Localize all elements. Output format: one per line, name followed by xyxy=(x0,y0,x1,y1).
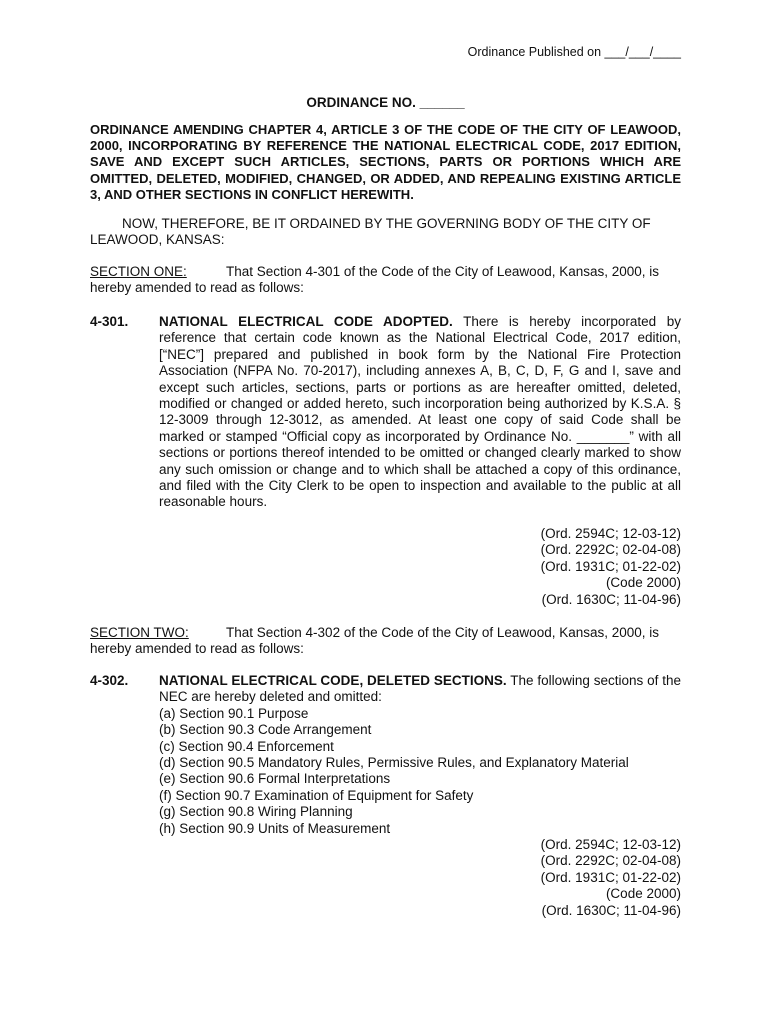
history-entry: (Ord. 2594C; 12-03-12) xyxy=(540,837,681,852)
section-two-history xyxy=(400,837,681,919)
history-entry: (Ord. 1630C; 11-04-96) xyxy=(541,591,681,607)
history-entry: (Ord. 2292C; 02-04-08) xyxy=(540,542,681,558)
history-entry: (Ord. 1931C; 01-22-02) xyxy=(540,558,681,574)
section-one-label: SECTION ONE: xyxy=(90,264,187,279)
history-entry: (Ord. 1931C; 01-22-02) xyxy=(540,869,681,885)
list-item: (a) Section 90.1 Purpose xyxy=(159,705,309,721)
list-item: (e) Section 90.6 Formal Interpretations xyxy=(159,771,391,787)
history-entry: (Ord. 1630C; 11-04-96) xyxy=(541,902,681,918)
history-entry: (Code 2000) xyxy=(605,575,681,591)
ordinance-title: ORDINANCE AMENDING CHAPTER 4, ARTICLE 3 OF THE CODE OF THE CITY OF LEAWOOD, 2000, INCORPORATING BY REFERENCE THE NATIONAL ELECTRICAL CODE, 2017 EDITION, SAVE AND EXCEPT SUCH ARTICLES, SECTIONS, PARTS OR PORTIONS WHICH ARE OMITTED, DELETED, MODIFIED, CHANGED, OR ADDED, AND REPEALING EXISTING ARTICLE 3, AND OTHER SECTIONS IN CONFLICT HEREWITH. xyxy=(90,122,681,202)
section-4-301-text xyxy=(159,314,681,511)
section-4-301-body: There is hereby incorporated by reference that certain code known as the National Electrical Code, 2017 edition, [“NEC”] prepared and published in book form by the National Fire Protection Association (NFPA No. 70-2017), including annexes A, B, C, D, F, G and I, save and except such articles, sections, parts or portions as are hereafter omitted, deleted, modified or changed or added hereto, such incorporation being authorized by K.S.A. § 12-3009 through 12-3012, as amended. At least one copy of said Code shall be marked or stamped “Official copy as incorporated by Ordinance No. _______” with all sections or portions thereof intended to be omitted or changed clearly marked to show any such omission or change and to which shall be attached a copy of this ordinance, and filed with the City Clerk to be open to inspection and available to the public at all reasonable hours. xyxy=(159,314,682,510)
list-item: (b) Section 90.3 Code Arrangement xyxy=(159,722,372,738)
section-4-301-number: 4-301. xyxy=(90,314,129,329)
list-item: (f) Section 90.7 Examination of Equipment for Safety xyxy=(159,787,474,803)
list-item: (c) Section 90.4 Enforcement xyxy=(159,738,334,754)
section-4-302-number: 4-302. xyxy=(90,673,129,688)
section-4-302-heading: NATIONAL ELECTRICAL CODE, DELETED SECTIONS. xyxy=(159,673,507,688)
section-two-label: SECTION TWO: xyxy=(90,625,189,640)
section-two-intro-text: That Section 4-302 of the Code of the City of Leawood, Kansas, 2000, is hereby amended to read as follows: xyxy=(90,625,660,657)
history-entry: (Ord. 2594C; 12-03-12) xyxy=(540,526,681,541)
history-entry: (Code 2000) xyxy=(605,886,681,902)
history-entry: (Ord. 2292C; 02-04-08) xyxy=(540,853,681,869)
list-item: (g) Section 90.8 Wiring Planning xyxy=(159,804,353,820)
section-one-intro-text: That Section 4-301 of the Code of the City of Leawood, Kansas, 2000, is hereby amended to read as follows: xyxy=(90,264,660,296)
ordinance-number: ORDINANCE NO. ______ xyxy=(306,95,465,110)
published-date-line: Ordinance Published on ___/___/____ xyxy=(467,45,681,59)
section-two-intro xyxy=(90,625,681,658)
list-item: (d) Section 90.5 Mandatory Rules, Permissive Rules, and Explanatory Material xyxy=(159,755,629,771)
list-item: (h) Section 90.9 Units of Measurement xyxy=(159,820,391,836)
section-4-302-text xyxy=(159,673,681,837)
enacting-clause: NOW, THEREFORE, BE IT ORDAINED BY THE GOVERNING BODY OF THE CITY OF LEAWOOD, KANSAS: xyxy=(90,216,651,248)
section-4-301-heading: NATIONAL ELECTRICAL CODE ADOPTED. xyxy=(159,314,453,329)
section-4-302-body: The following sections of the NEC are hereby deleted and omitted: xyxy=(159,673,681,705)
section-one-history xyxy=(400,526,681,608)
section-one-intro xyxy=(90,264,681,297)
deleted-sections-list xyxy=(159,706,681,837)
